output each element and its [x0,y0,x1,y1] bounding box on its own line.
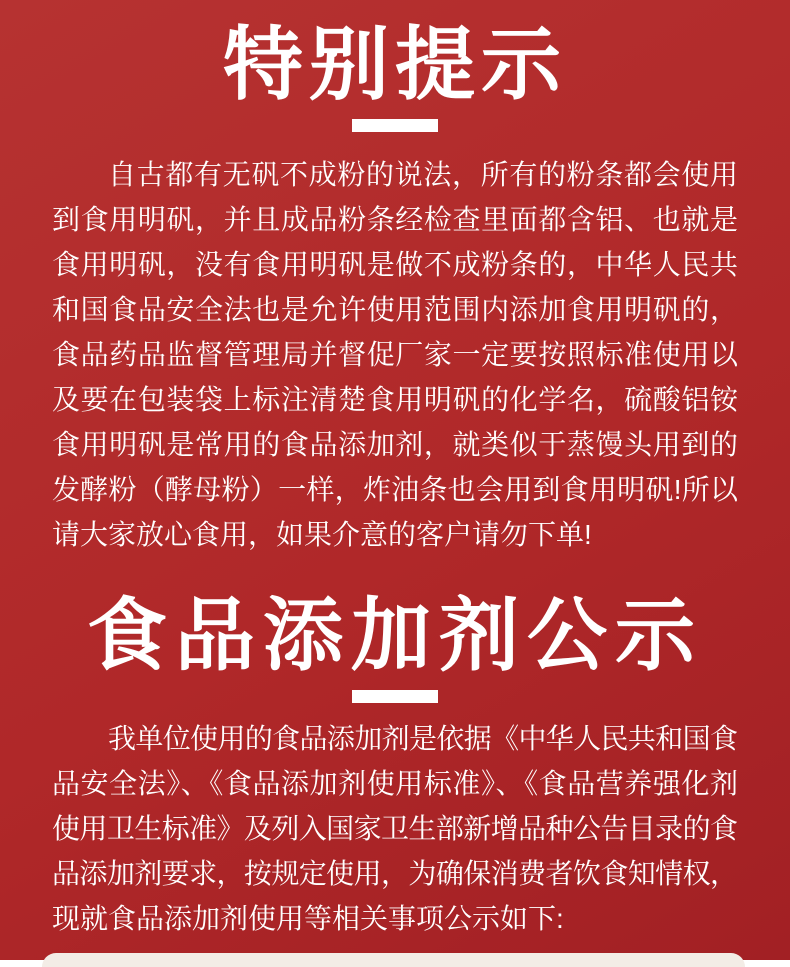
paragraph-line [52,851,738,896]
paragraph-line-text: 自古都有无矾不成粉的说法，所有的粉条都会使用 [108,159,739,190]
special-notice-paragraph [52,152,738,557]
paragraph-line-text: 和国食品安全法也是允许使用范围内添加食用明矾的， [52,294,739,325]
paragraph-line [52,467,738,512]
paragraph-line-text: 现就食品添加剂使用等相关事项公示如下: [52,903,564,934]
paragraph-line-text: 食品药品监督管理局并督促厂家一定要按照标准使用以 [52,339,739,370]
special-notice-title: 特别提示 [223,17,567,111]
paragraph-line-text: 我单位使用的食品添加剂是依据《中华人民共和国食 [108,723,738,754]
bottom-card [42,953,745,967]
paragraph-line-text: 请大家放心食用，如果介意的客户请勿下单! [52,519,592,550]
paragraph-line [52,806,738,851]
paragraph-line [52,761,738,806]
paragraph-line-text: 及要在包装袋上标注清楚食用明矾的化学名，硫酸铝铵 [52,384,739,415]
paragraph-line-text: 食用明矾是常用的食品添加剂，就类似于蒸馒头用到的 [52,429,739,460]
paragraph-line [52,377,738,422]
paragraph-line [52,422,738,467]
additive-disclosure-title: 食品添加剂公示 [87,588,703,682]
paragraph-line [52,896,738,941]
paragraph-line-text: 品安全法》、《食品添加剂使用标准》、《食品营养强化剂 [52,768,739,799]
additive-disclosure-section [0,557,790,941]
paragraph-line-text: 到食用明矾，并且成品粉条经检查里面都含铝、也就是 [52,204,739,235]
paragraph-line [52,716,738,761]
paragraph-line [52,332,738,377]
paragraph-line [52,242,738,287]
paragraph-line [52,152,738,197]
paragraph-line-text: 发酵粉（酵母粉）一样，炸油条也会用到食用明矾!所以 [52,474,739,505]
paragraph-line-text: 使用卫生标准》及列入国家卫生部新增品种公告目录的食 [52,813,738,844]
paragraph-line-text: 食用明矾，没有食用明矾是做不成粉条的，中华人民共 [52,249,739,280]
paragraph-line [52,287,738,332]
additive-disclosure-title-divider [352,690,438,703]
additive-disclosure-paragraph [52,716,738,941]
paragraph-line-text: 品添加剂要求，按规定使用，为确保消费者饮食知情权， [52,858,738,889]
special-notice-title-divider [352,119,438,132]
paragraph-line [52,512,738,557]
paragraph-line [52,197,738,242]
